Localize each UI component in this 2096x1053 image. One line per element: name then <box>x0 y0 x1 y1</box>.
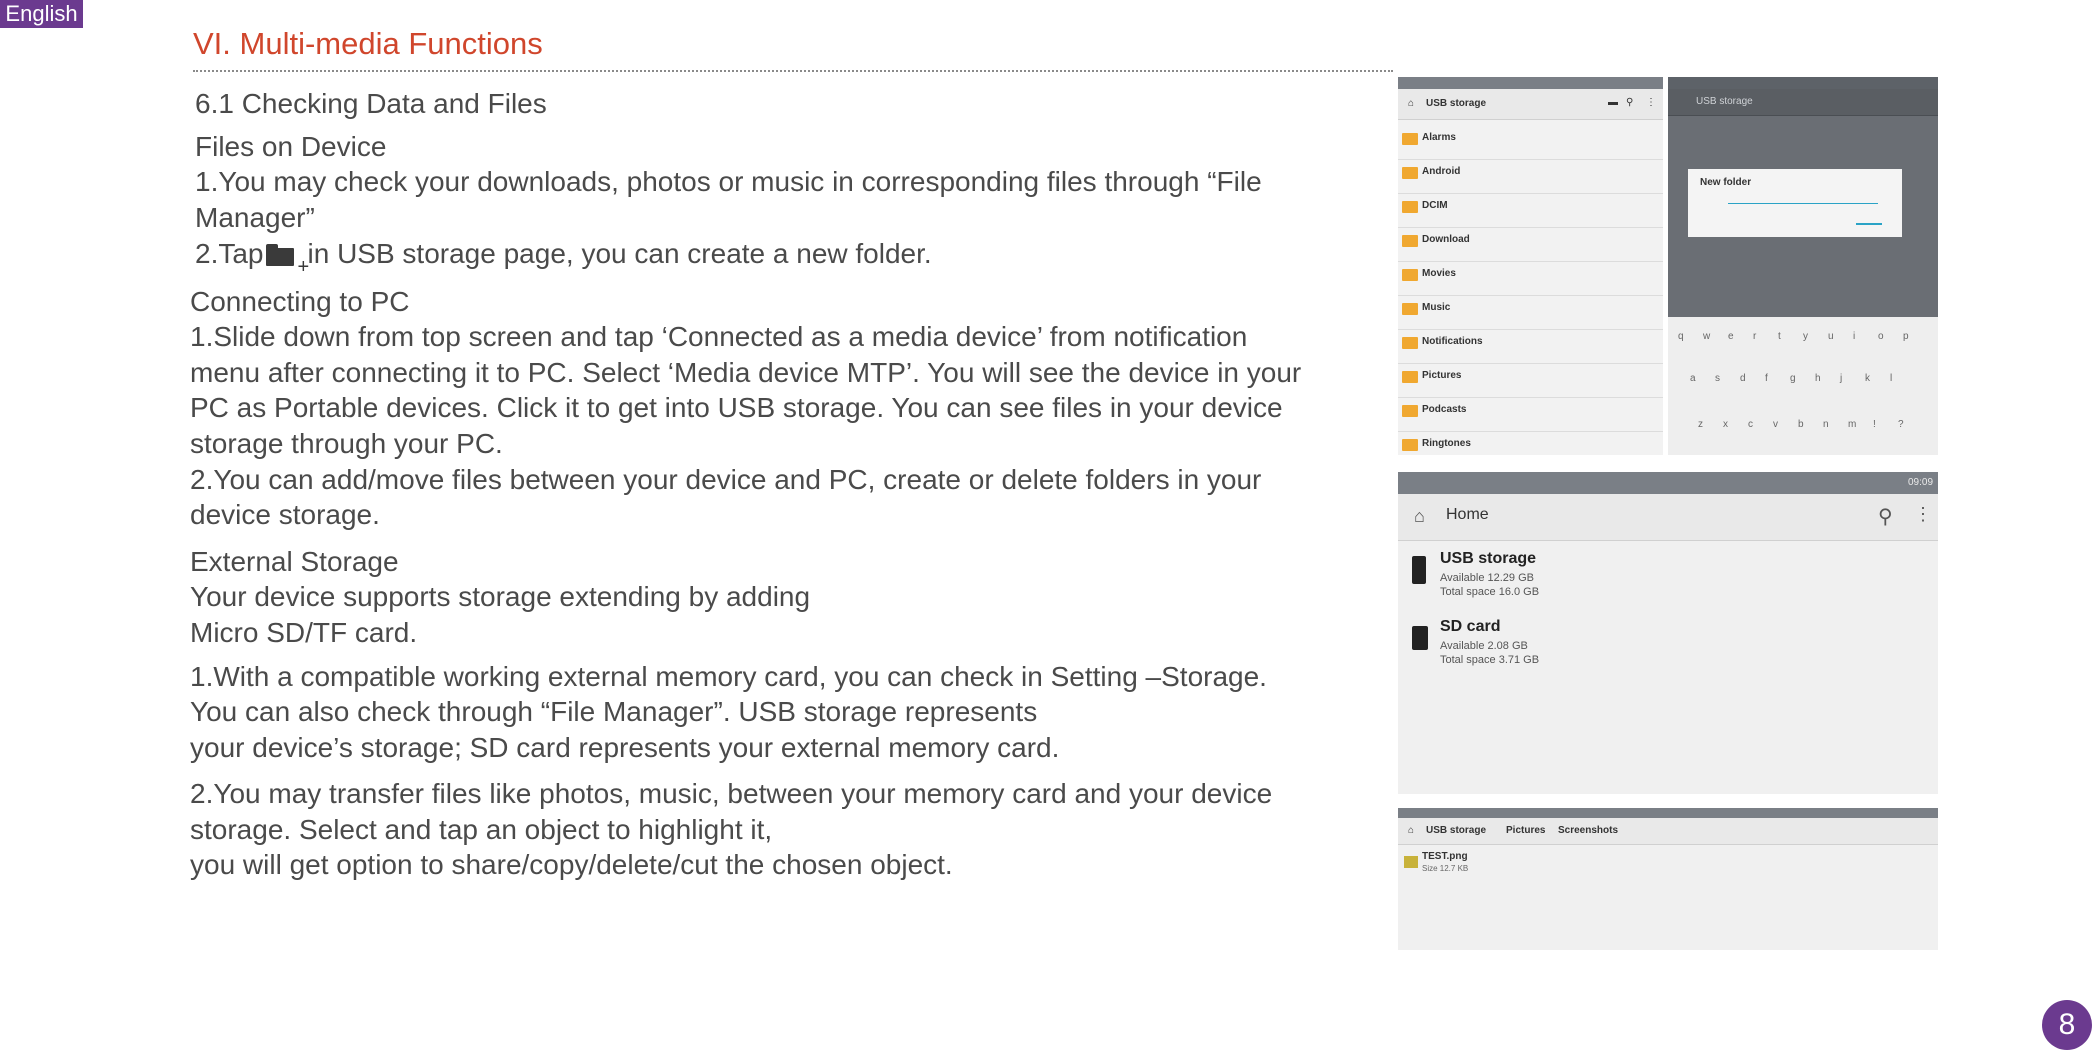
section-heading: 6.1 Checking Data and Files <box>195 88 547 119</box>
keyboard-key[interactable]: v <box>1773 419 1778 430</box>
image-file-icon <box>1404 856 1418 868</box>
connecting-line: 2.You can add/move files between your device and PC, create or delete folders in your <box>190 464 1262 495</box>
file-name: TEST.png <box>1422 851 1468 862</box>
usb-storage-icon <box>1412 556 1426 584</box>
breadcrumb: USB storage <box>1426 98 1487 109</box>
folder-label: Ringtones <box>1422 438 1471 449</box>
status-bar <box>1398 472 1938 494</box>
list-item <box>1398 227 1663 262</box>
page-number: 8 <box>2042 1000 2092 1050</box>
files-line-1a: 1.You may check your downloads, photos or music in corresponding files through “File <box>195 166 1262 197</box>
sd-card-icon <box>1412 626 1428 650</box>
keyboard-key[interactable]: n <box>1823 419 1829 430</box>
folder-icon <box>1402 371 1418 383</box>
folder-label: Alarms <box>1422 132 1456 143</box>
keyboard-key[interactable]: ? <box>1898 419 1904 430</box>
status-bar <box>1398 77 1663 89</box>
external-para1-line: You can also check through “File Manager”. USB storage represents <box>190 696 1038 727</box>
screenshot-screenshots-folder <box>1398 808 1938 950</box>
keyboard-key[interactable]: f <box>1765 373 1768 384</box>
breadcrumb-item: Screenshots <box>1558 825 1619 836</box>
keyboard-key[interactable]: o <box>1878 331 1884 342</box>
list-item <box>1398 397 1663 432</box>
keyboard-key[interactable]: z <box>1698 419 1703 430</box>
connecting-line: menu after connecting it to PC. Select ‘Media device MTP’. You will see the device in your <box>190 357 1302 388</box>
folder-label: Android <box>1422 166 1461 177</box>
screenshot-usb-folders <box>1398 77 1663 455</box>
usb-total: Total space 16.0 GB <box>1440 586 1540 598</box>
breadcrumb: Home <box>1446 506 1489 523</box>
screenshot-storage-home <box>1398 472 1938 794</box>
folder-icon <box>1402 133 1418 145</box>
folder-name-input[interactable] <box>1728 203 1878 204</box>
folder-icon <box>1402 405 1418 417</box>
connecting-line: storage through your PC. <box>190 428 503 459</box>
keyboard-key[interactable]: a <box>1690 373 1696 384</box>
connecting-line: device storage. <box>190 499 380 530</box>
list-item <box>1398 295 1663 330</box>
list-item <box>1398 261 1663 296</box>
action-bar <box>1398 818 1938 845</box>
menu-icon: ⋮ <box>1646 97 1656 108</box>
list-item <box>1398 363 1663 398</box>
external-para1-line: 1.With a compatible working external memory card, you can check in Setting –Storage. <box>190 661 1267 692</box>
page-title: VI. Multi-media Functions <box>193 26 543 61</box>
list-item <box>1398 612 1938 678</box>
keyboard-key[interactable]: g <box>1790 373 1796 384</box>
keyboard-key[interactable]: w <box>1703 331 1711 342</box>
screenshot-new-folder-dialog <box>1668 77 1938 455</box>
list-item <box>1398 431 1663 455</box>
external-para2-line: 2.You may transfer files like photos, music, between your memory card and your device <box>190 778 1273 809</box>
external-para2-line: you will get option to share/copy/delete/cut the chosen object. <box>190 849 953 880</box>
usb-storage-label: USB storage <box>1440 550 1537 567</box>
folder-label: Pictures <box>1422 370 1462 381</box>
home-icon: ⌂ <box>1414 506 1425 526</box>
keyboard-key[interactable]: m <box>1848 419 1857 430</box>
folder-icon <box>1402 201 1418 213</box>
folder-label: Podcasts <box>1422 404 1467 415</box>
sd-total: Total space 3.71 GB <box>1440 654 1540 666</box>
folder-label: Notifications <box>1422 336 1483 347</box>
list-item <box>1398 159 1663 194</box>
status-time: 09:09 <box>1908 477 1934 488</box>
file-meta: Size 12.7 KB <box>1422 864 1469 873</box>
keyboard-key[interactable]: b <box>1798 419 1804 430</box>
files-on-device-heading: Files on Device <box>195 131 387 162</box>
home-icon: ⌂ <box>1408 825 1415 836</box>
folder-icon <box>1402 303 1418 315</box>
home-icon: ⌂ <box>1408 98 1415 109</box>
list-item <box>1398 544 1938 610</box>
breadcrumb-item: Pictures <box>1506 825 1546 836</box>
keyboard-key[interactable]: r <box>1753 331 1757 342</box>
folder-label: Download <box>1422 234 1470 245</box>
files-line-2-pre: 2.Tap <box>195 238 264 269</box>
menu-icon: ⋮ <box>1914 504 1932 524</box>
keyboard-key[interactable]: c <box>1748 419 1753 430</box>
keyboard-key[interactable]: t <box>1778 331 1781 342</box>
dialog-title: New folder <box>1700 177 1752 188</box>
files-line-2 <box>195 236 932 278</box>
files-line-2-post: in USB storage page, you can create a new folder. <box>307 238 932 269</box>
keyboard-key[interactable]: k <box>1865 373 1870 384</box>
folder-label: Music <box>1422 302 1451 313</box>
list-item <box>1398 125 1663 160</box>
external-heading: External Storage <box>190 546 399 577</box>
new-folder-icon: ▬ <box>1608 97 1618 108</box>
breadcrumb: USB storage <box>1696 96 1753 107</box>
folder-icon <box>1402 167 1418 179</box>
action-bar <box>1668 89 1938 116</box>
keyboard-key[interactable]: u <box>1828 331 1834 342</box>
keyboard-key[interactable]: s <box>1715 373 1720 384</box>
keyboard-key[interactable]: y <box>1803 331 1808 342</box>
keyboard-key[interactable]: p <box>1903 331 1909 342</box>
title-divider <box>193 70 1393 72</box>
keyboard-key[interactable]: q <box>1678 331 1684 342</box>
status-bar <box>1668 77 1938 89</box>
external-line: Micro SD/TF card. <box>190 617 418 648</box>
new-folder-dialog <box>1688 169 1902 237</box>
keyboard-key[interactable]: h <box>1815 373 1821 384</box>
files-line-1b: Manager” <box>195 202 315 233</box>
keyboard-key[interactable]: j <box>1840 373 1843 384</box>
connecting-line: PC as Portable devices. Click it to get into USB storage. You can see files in your device <box>190 392 1283 423</box>
external-para2-line: storage. Select and tap an object to highlight it, <box>190 814 773 845</box>
external-line: Your device supports storage extending by adding <box>190 581 811 612</box>
folder-icon <box>1402 439 1418 451</box>
folder-icon <box>1402 235 1418 247</box>
keyboard-key[interactable]: ! <box>1873 419 1876 430</box>
keyboard-key[interactable]: i <box>1853 331 1856 342</box>
external-para1-line: your device’s storage; SD card represents your external memory card. <box>190 732 1060 763</box>
ok-button[interactable] <box>1856 223 1882 225</box>
keyboard-key[interactable]: d <box>1740 373 1746 384</box>
connecting-line: 1.Slide down from top screen and tap ‘Connected as a media device’ from notification <box>190 321 1248 352</box>
search-icon: ⚲ <box>1626 97 1634 108</box>
folder-icon <box>1402 337 1418 349</box>
folder-icon <box>1402 269 1418 281</box>
action-bar <box>1398 494 1938 541</box>
keyboard-key[interactable]: l <box>1890 373 1893 384</box>
folder-label: DCIM <box>1422 200 1448 211</box>
keyboard[interactable] <box>1668 317 1938 455</box>
keyboard-key[interactable]: x <box>1723 419 1728 430</box>
action-bar <box>1398 89 1663 120</box>
language-tab: English <box>0 0 83 28</box>
folder-label: Movies <box>1422 268 1456 279</box>
new-folder-icon: + <box>266 244 296 266</box>
sd-card-label: SD card <box>1440 618 1501 635</box>
breadcrumb-item: USB storage <box>1426 825 1487 836</box>
keyboard-key[interactable]: e <box>1728 331 1734 342</box>
connecting-heading: Connecting to PC <box>190 286 410 317</box>
list-item <box>1398 848 1938 878</box>
list-item <box>1398 193 1663 228</box>
list-item <box>1398 329 1663 364</box>
search-icon: ⚲ <box>1878 506 1893 528</box>
sd-available: Available 2.08 GB <box>1440 640 1528 652</box>
usb-available: Available 12.29 GB <box>1440 572 1534 584</box>
status-bar <box>1398 808 1938 818</box>
